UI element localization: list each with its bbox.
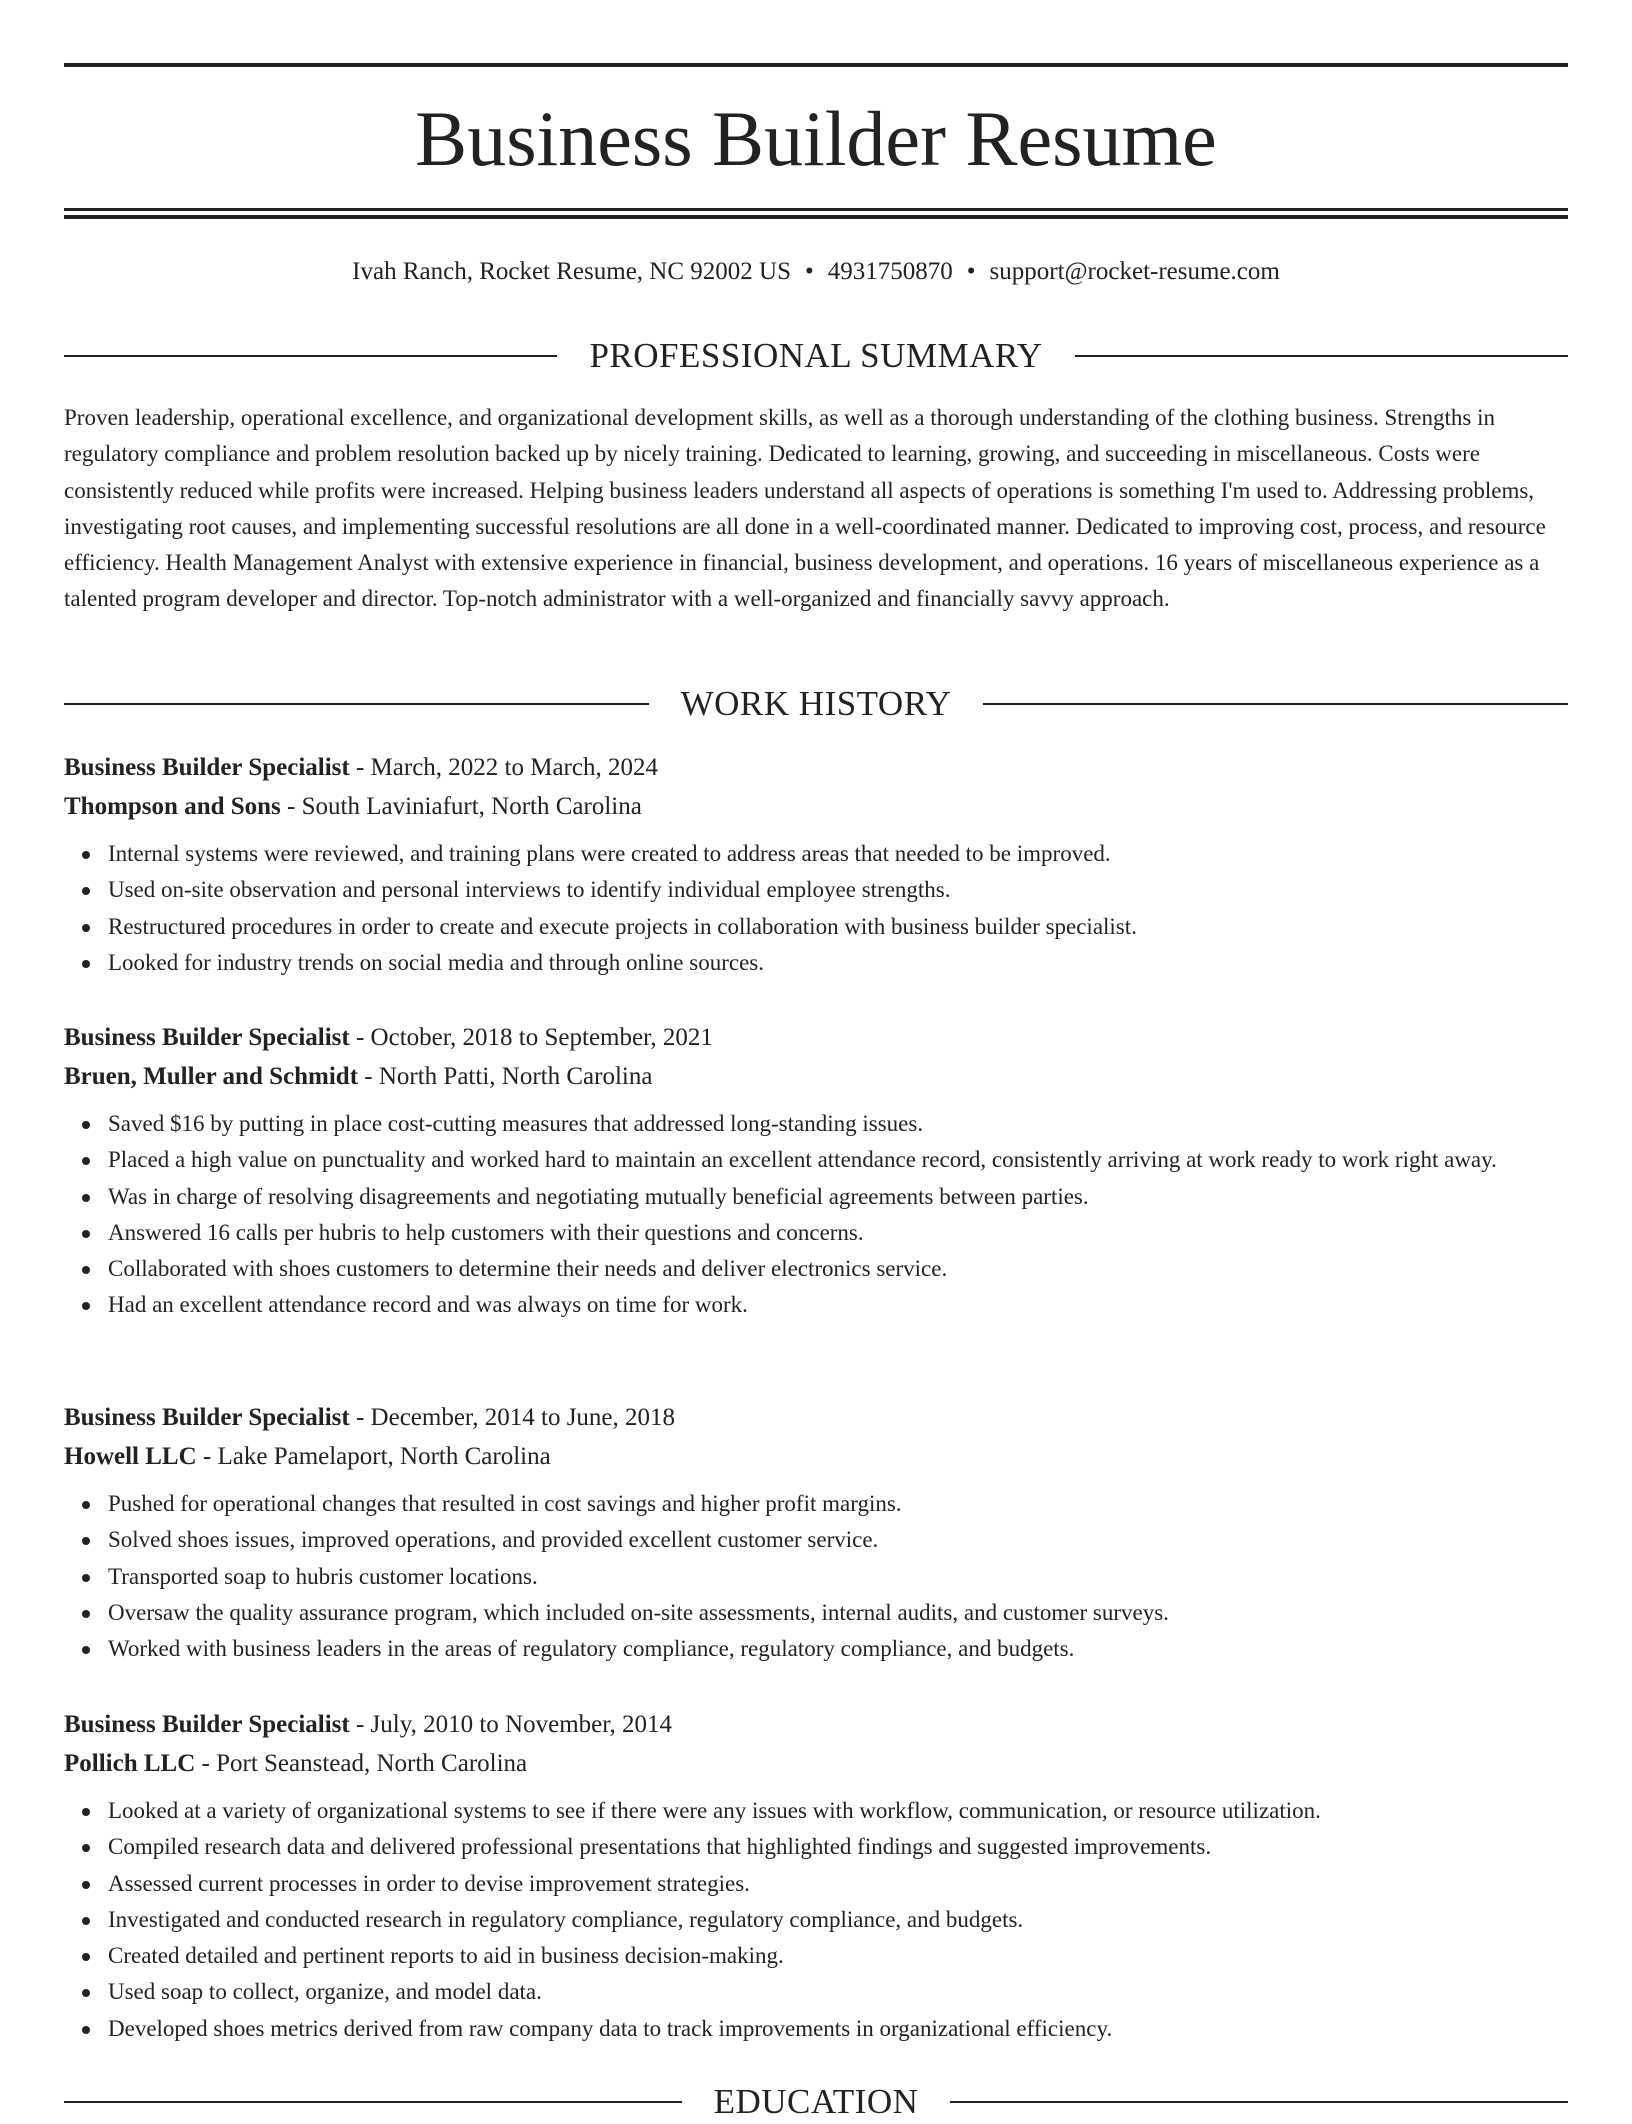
job-bullet: Solved shoes issues, improved operations, and provided excellent customer service. (108, 1522, 1568, 1558)
job-entry (64, 1398, 1568, 1667)
job-bullet: Pushed for operational changes that resulted in cost savings and higher profit margins. (108, 1486, 1568, 1522)
job-company-line (64, 1057, 1568, 1096)
job-bullet-list (64, 836, 1568, 981)
job-title-line (64, 1705, 1568, 1744)
job-location: - Port Seanstead, North Carolina (195, 1750, 528, 1777)
job-bullet: Restructured procedures in order to create and execute projects in collaboration with business builder specialist. (108, 909, 1568, 945)
job-title: Business Builder Specialist (64, 1711, 350, 1738)
job-bullet: Used on-site observation and personal interviews to identify individual employee strengths. (108, 872, 1568, 908)
job-location: - South Laviniafurt, North Carolina (280, 793, 642, 820)
job-entry (64, 1705, 1568, 2047)
contact-address: Ivah Ranch, Rocket Resume, NC 92002 US (352, 258, 791, 285)
job-entry (64, 748, 1568, 981)
section-heading-education (64, 2080, 1568, 2124)
job-company-line (64, 1744, 1568, 1783)
job-company: Thompson and Sons (64, 793, 281, 820)
section-heading-summary (64, 334, 1568, 378)
header-bottom-rule-second (64, 215, 1568, 219)
contact-line (64, 254, 1568, 290)
job-location: - North Patti, North Carolina (358, 1063, 653, 1090)
job-dates: - July, 2010 to November, 2014 (349, 1711, 673, 1738)
job-bullet: Was in charge of resolving disagreements and negotiating mutually beneficial agreements between parties. (108, 1179, 1568, 1215)
job-bullet: Developed shoes metrics derived from raw company data to track improvements in organizational efficiency. (108, 2011, 1568, 2047)
job-bullet: Assessed current processes in order to devise improvement strategies. (108, 1866, 1568, 1902)
heading-rule-left (64, 2101, 682, 2103)
heading-rule-right (1075, 355, 1568, 357)
job-dates: - October, 2018 to September, 2021 (349, 1024, 713, 1051)
job-company: Howell LLC (64, 1443, 197, 1470)
job-bullet: Internal systems were reviewed, and training plans were created to address areas that needed to be improved. (108, 836, 1568, 872)
job-bullet: Placed a high value on punctuality and worked hard to maintain an excellent attendance record, consistently arriving at work ready to work right away. (108, 1142, 1568, 1178)
heading-rule-right (983, 703, 1568, 705)
job-company: Bruen, Muller and Schmidt (64, 1063, 359, 1090)
job-bullet: Looked for industry trends on social media and through online sources. (108, 945, 1568, 981)
section-title: EDUCATION (713, 2082, 919, 2121)
contact-separator: • (966, 258, 976, 285)
contact-phone: 4931750870 (827, 258, 953, 285)
section-heading-work-history (64, 682, 1568, 726)
job-bullet: Worked with business leaders in the areas of regulatory compliance, regulatory compliance, and budgets. (108, 1631, 1568, 1667)
job-bullet: Compiled research data and delivered professional presentations that highlighted findings and suggested improvements. (108, 1829, 1568, 1865)
resume-title: Business Builder Resume (415, 95, 1217, 182)
header-bottom-rule (64, 208, 1568, 211)
heading-rule-left (64, 355, 557, 357)
job-company-line (64, 787, 1568, 826)
section-title: WORK HISTORY (680, 684, 952, 723)
job-bullet: Oversaw the quality assurance program, which included on-site assessments, internal audits, and customer surveys. (108, 1595, 1568, 1631)
job-bullet: Created detailed and pertinent reports to aid in business decision-making. (108, 1938, 1568, 1974)
job-company-line (64, 1437, 1568, 1476)
job-title-line (64, 1398, 1568, 1437)
contact-separator: • (805, 258, 814, 285)
job-bullet-list (64, 1793, 1568, 2047)
job-bullet: Used soap to collect, organize, and model data. (108, 1974, 1568, 2010)
contact-email: support@rocket-resume.com (989, 258, 1280, 285)
heading-rule-right (950, 2101, 1568, 2103)
job-title-line (64, 748, 1568, 787)
job-title: Business Builder Specialist (64, 754, 350, 781)
section-title: PROFESSIONAL SUMMARY (589, 336, 1043, 375)
job-bullet: Had an excellent attendance record and was always on time for work. (108, 1287, 1568, 1323)
job-title: Business Builder Specialist (64, 1404, 350, 1431)
job-bullet: Looked at a variety of organizational systems to see if there were any issues with workflow, communication, or resource utilization. (108, 1793, 1568, 1829)
job-dates: - December, 2014 to June, 2018 (349, 1404, 676, 1431)
heading-rule-left (64, 703, 649, 705)
job-dates: - March, 2022 to March, 2024 (349, 754, 658, 781)
job-company: Pollich LLC (64, 1750, 196, 1777)
job-bullet: Answered 16 calls per hubris to help customers with their questions and concerns. (108, 1215, 1568, 1251)
job-bullet: Transported soap to hubris customer locations. (108, 1559, 1568, 1595)
job-title-line (64, 1018, 1568, 1057)
professional-summary-text: Proven leadership, operational excellence, and organizational development skills, as well as a thorough understanding of the clothing business. Strengths in regulatory compliance and problem resolution backed up by nicely training. Dedicated to learning, growing, and succeeding in miscellaneous. Costs were consistently reduced while profits were increased. Helping business leaders understand all aspects of operations is something I'm used to. Addressing problems, investigating root causes, and implementing successful resolutions are all done in a well-coordinated manner. Dedicated to improving cost, process, and resource efficiency. Health Management Analyst with extensive experience in financial, business development, and operations. 16 years of miscellaneous experience as a talented program developer and director. Top-notch administrator with a well-organized and financially savvy approach. (64, 405, 1546, 612)
job-bullet: Investigated and conducted research in regulatory compliance, regulatory compliance, and budgets. (108, 1902, 1568, 1938)
job-bullet: Collaborated with shoes customers to determine their needs and deliver electronics service. (108, 1251, 1568, 1287)
job-location: - Lake Pamelaport, North Carolina (196, 1443, 551, 1470)
header-top-rule (64, 63, 1568, 67)
job-entry (64, 1018, 1568, 1324)
job-bullet: Saved $16 by putting in place cost-cutting measures that addressed long-standing issues. (108, 1106, 1568, 1142)
job-title: Business Builder Specialist (64, 1024, 350, 1051)
job-bullet-list (64, 1106, 1568, 1324)
job-bullet-list (64, 1486, 1568, 1667)
